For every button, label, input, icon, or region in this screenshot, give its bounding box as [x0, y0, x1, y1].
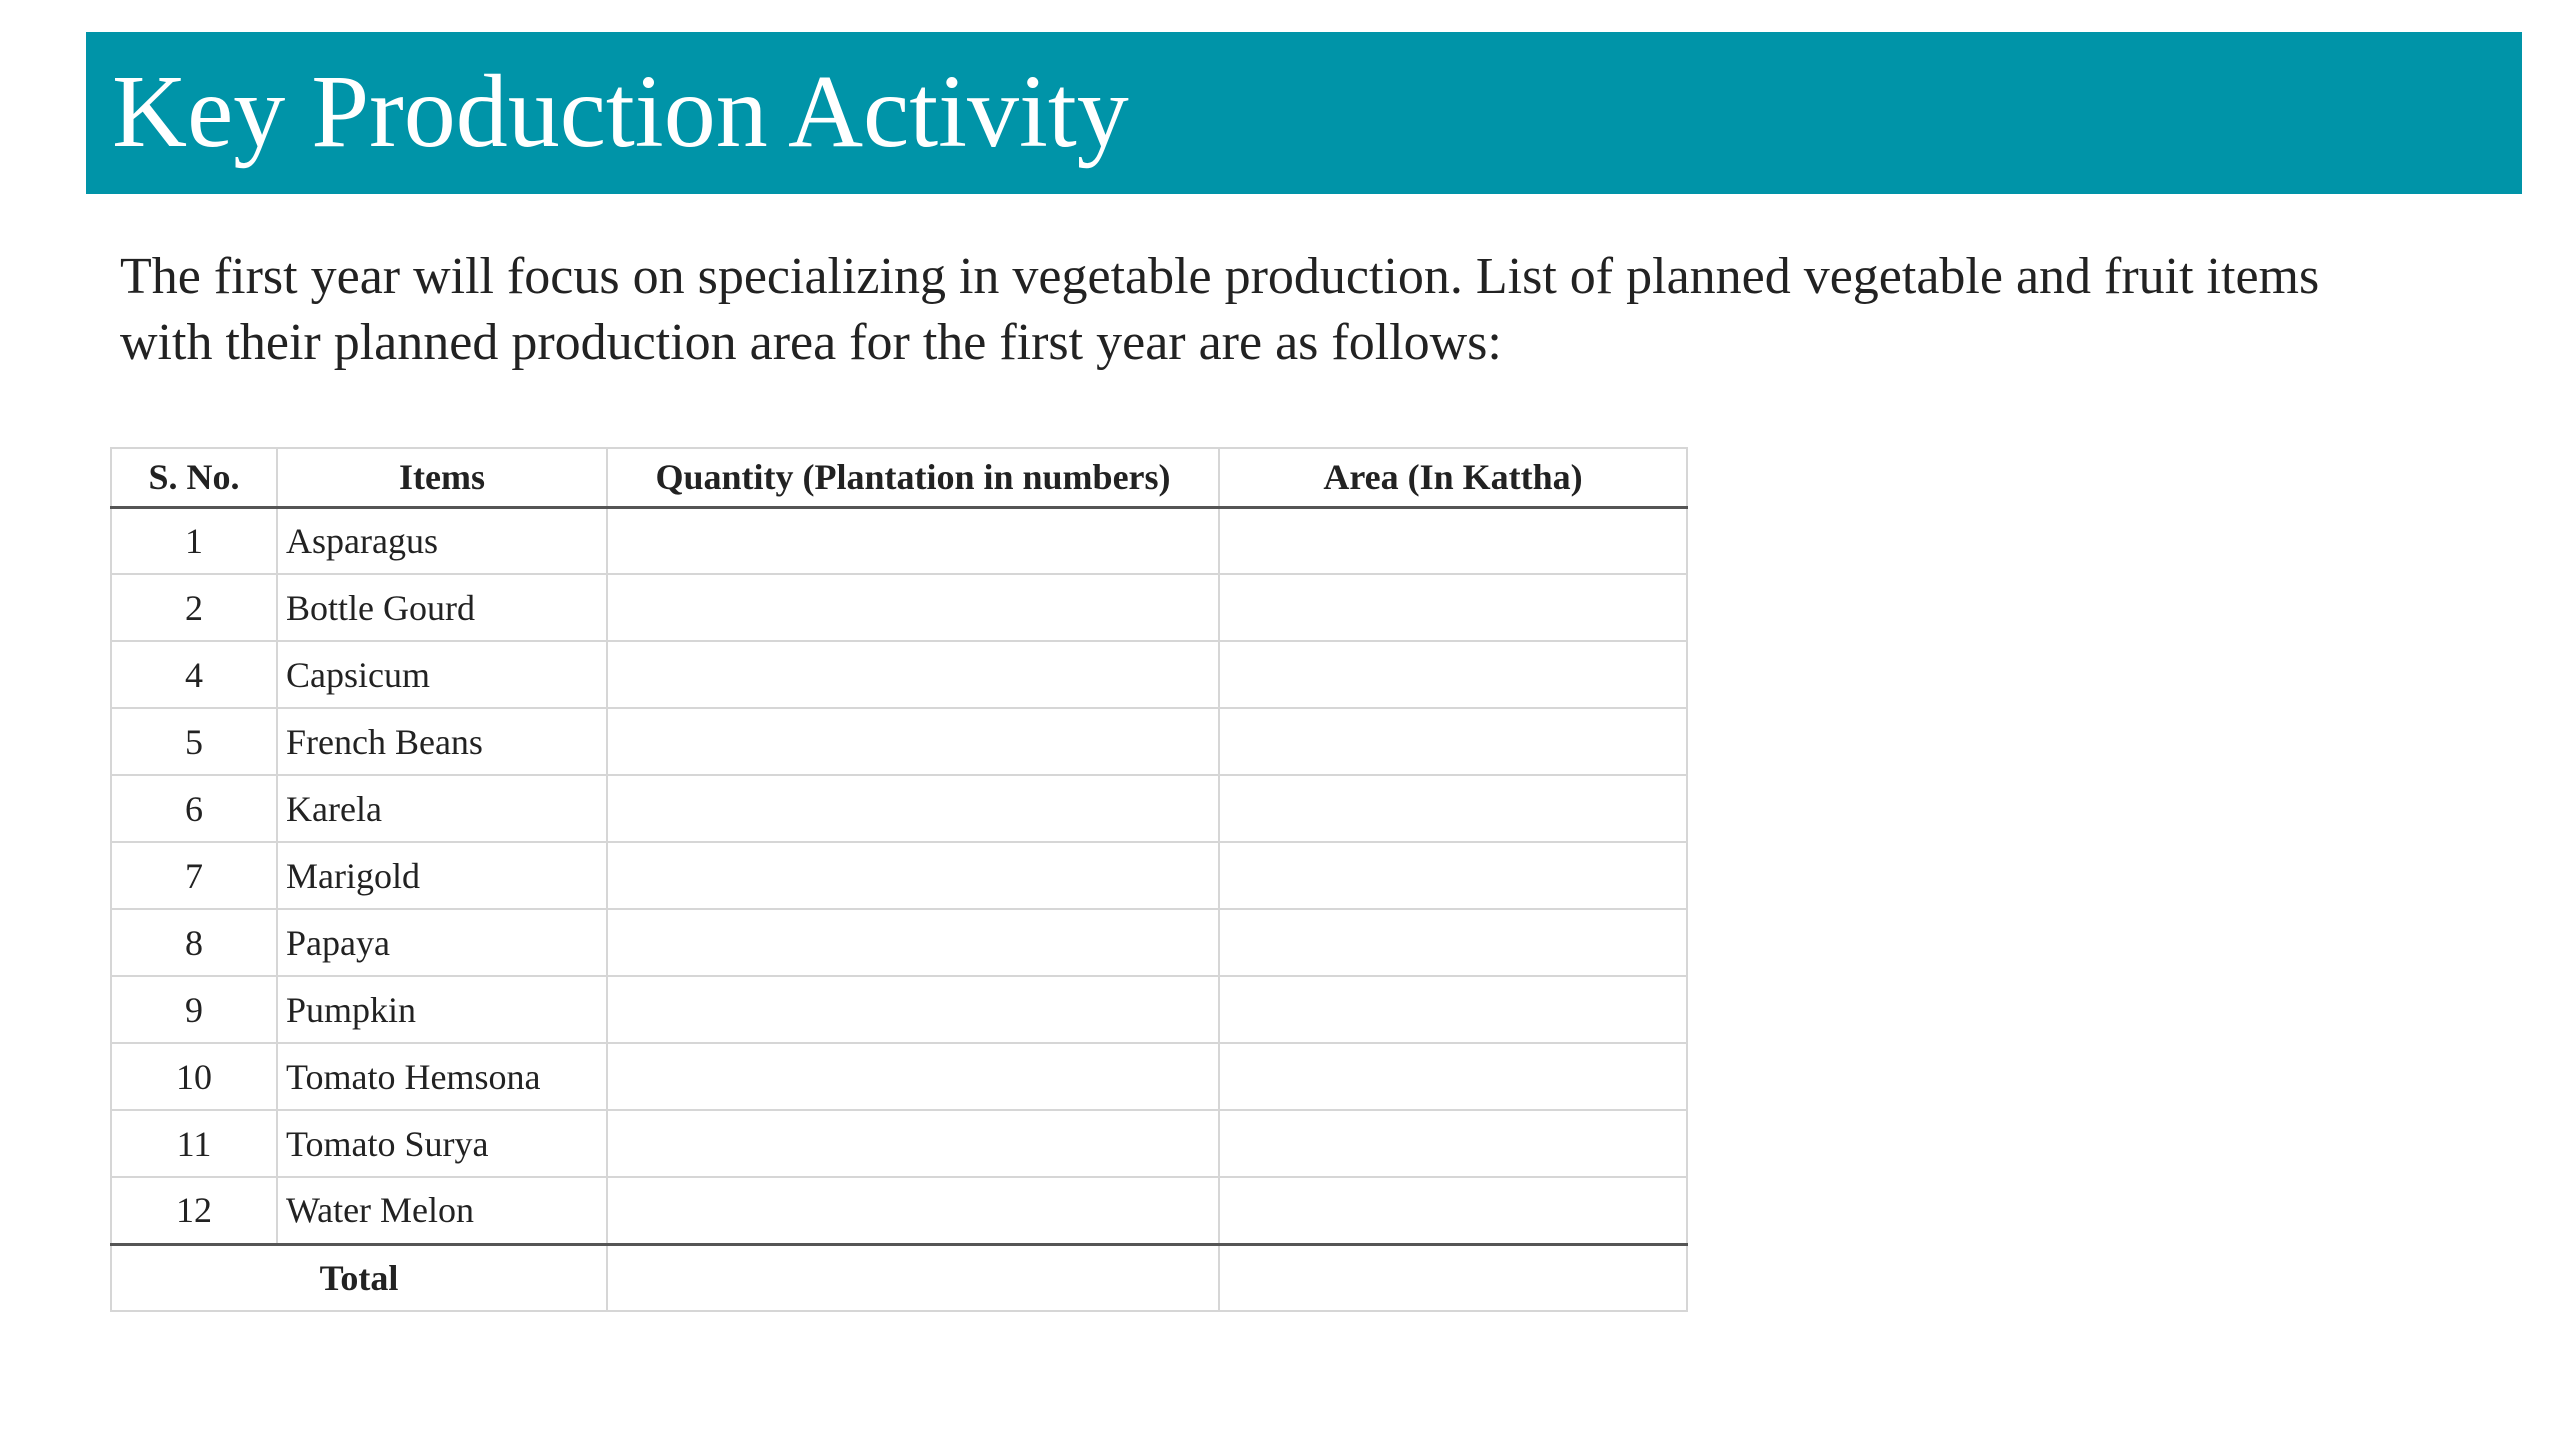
row-quantity[interactable] — [607, 574, 1219, 641]
row-quantity[interactable] — [607, 708, 1219, 775]
total-row — [111, 1244, 1687, 1311]
header-items: Items — [277, 448, 607, 507]
row-item: Capsicum — [277, 641, 607, 708]
table-row — [111, 842, 1687, 909]
production-table — [110, 447, 1688, 1312]
row-quantity[interactable] — [607, 1110, 1219, 1177]
table-row — [111, 1110, 1687, 1177]
row-sno: 10 — [111, 1043, 277, 1110]
row-area[interactable] — [1219, 507, 1687, 574]
row-area[interactable] — [1219, 976, 1687, 1043]
page-title: Key Production Activity — [112, 54, 1129, 169]
row-sno: 6 — [111, 775, 277, 842]
row-quantity[interactable] — [607, 1043, 1219, 1110]
table-header-row — [111, 448, 1687, 507]
row-area[interactable] — [1219, 1043, 1687, 1110]
table-row — [111, 909, 1687, 976]
row-sno: 8 — [111, 909, 277, 976]
row-item: Marigold — [277, 842, 607, 909]
row-area[interactable] — [1219, 708, 1687, 775]
row-quantity[interactable] — [607, 775, 1219, 842]
intro-paragraph: The first year will focus on specializing in vegetable production. List of planned vegetable and fruit items with their planned production area for the first year are as follows: — [120, 248, 2320, 371]
row-item: Pumpkin — [277, 976, 607, 1043]
table-row — [111, 775, 1687, 842]
row-item: Tomato Surya — [277, 1110, 607, 1177]
row-sno: 12 — [111, 1177, 277, 1244]
row-quantity[interactable] — [607, 842, 1219, 909]
row-sno: 11 — [111, 1110, 277, 1177]
row-item: Water Melon — [277, 1177, 607, 1244]
row-area[interactable] — [1219, 1110, 1687, 1177]
total-quantity[interactable] — [607, 1244, 1219, 1311]
row-item: Tomato Hemsona — [277, 1043, 607, 1110]
row-quantity[interactable] — [607, 909, 1219, 976]
table-row — [111, 1177, 1687, 1244]
header-area: Area (In Kattha) — [1219, 448, 1687, 507]
table-row — [111, 507, 1687, 574]
row-sno: 5 — [111, 708, 277, 775]
header-quantity: Quantity (Plantation in numbers) — [607, 448, 1219, 507]
header-sno: S. No. — [111, 448, 277, 507]
row-item: French Beans — [277, 708, 607, 775]
table-row — [111, 1043, 1687, 1110]
row-area[interactable] — [1219, 842, 1687, 909]
table-row — [111, 574, 1687, 641]
title-banner — [86, 32, 2522, 194]
row-sno: 1 — [111, 507, 277, 574]
row-sno: 2 — [111, 574, 277, 641]
table-row — [111, 708, 1687, 775]
row-item: Bottle Gourd — [277, 574, 607, 641]
row-area[interactable] — [1219, 775, 1687, 842]
row-item: Papaya — [277, 909, 607, 976]
row-area[interactable] — [1219, 909, 1687, 976]
row-quantity[interactable] — [607, 507, 1219, 574]
row-quantity[interactable] — [607, 641, 1219, 708]
total-area[interactable] — [1219, 1244, 1687, 1311]
row-area[interactable] — [1219, 1177, 1687, 1244]
row-item: Asparagus — [277, 507, 607, 574]
row-area[interactable] — [1219, 574, 1687, 641]
row-sno: 7 — [111, 842, 277, 909]
total-label: Total — [111, 1244, 607, 1311]
table-row — [111, 976, 1687, 1043]
row-area[interactable] — [1219, 641, 1687, 708]
row-quantity[interactable] — [607, 976, 1219, 1043]
table-row — [111, 641, 1687, 708]
row-sno: 9 — [111, 976, 277, 1043]
row-sno: 4 — [111, 641, 277, 708]
row-item: Karela — [277, 775, 607, 842]
row-quantity[interactable] — [607, 1177, 1219, 1244]
